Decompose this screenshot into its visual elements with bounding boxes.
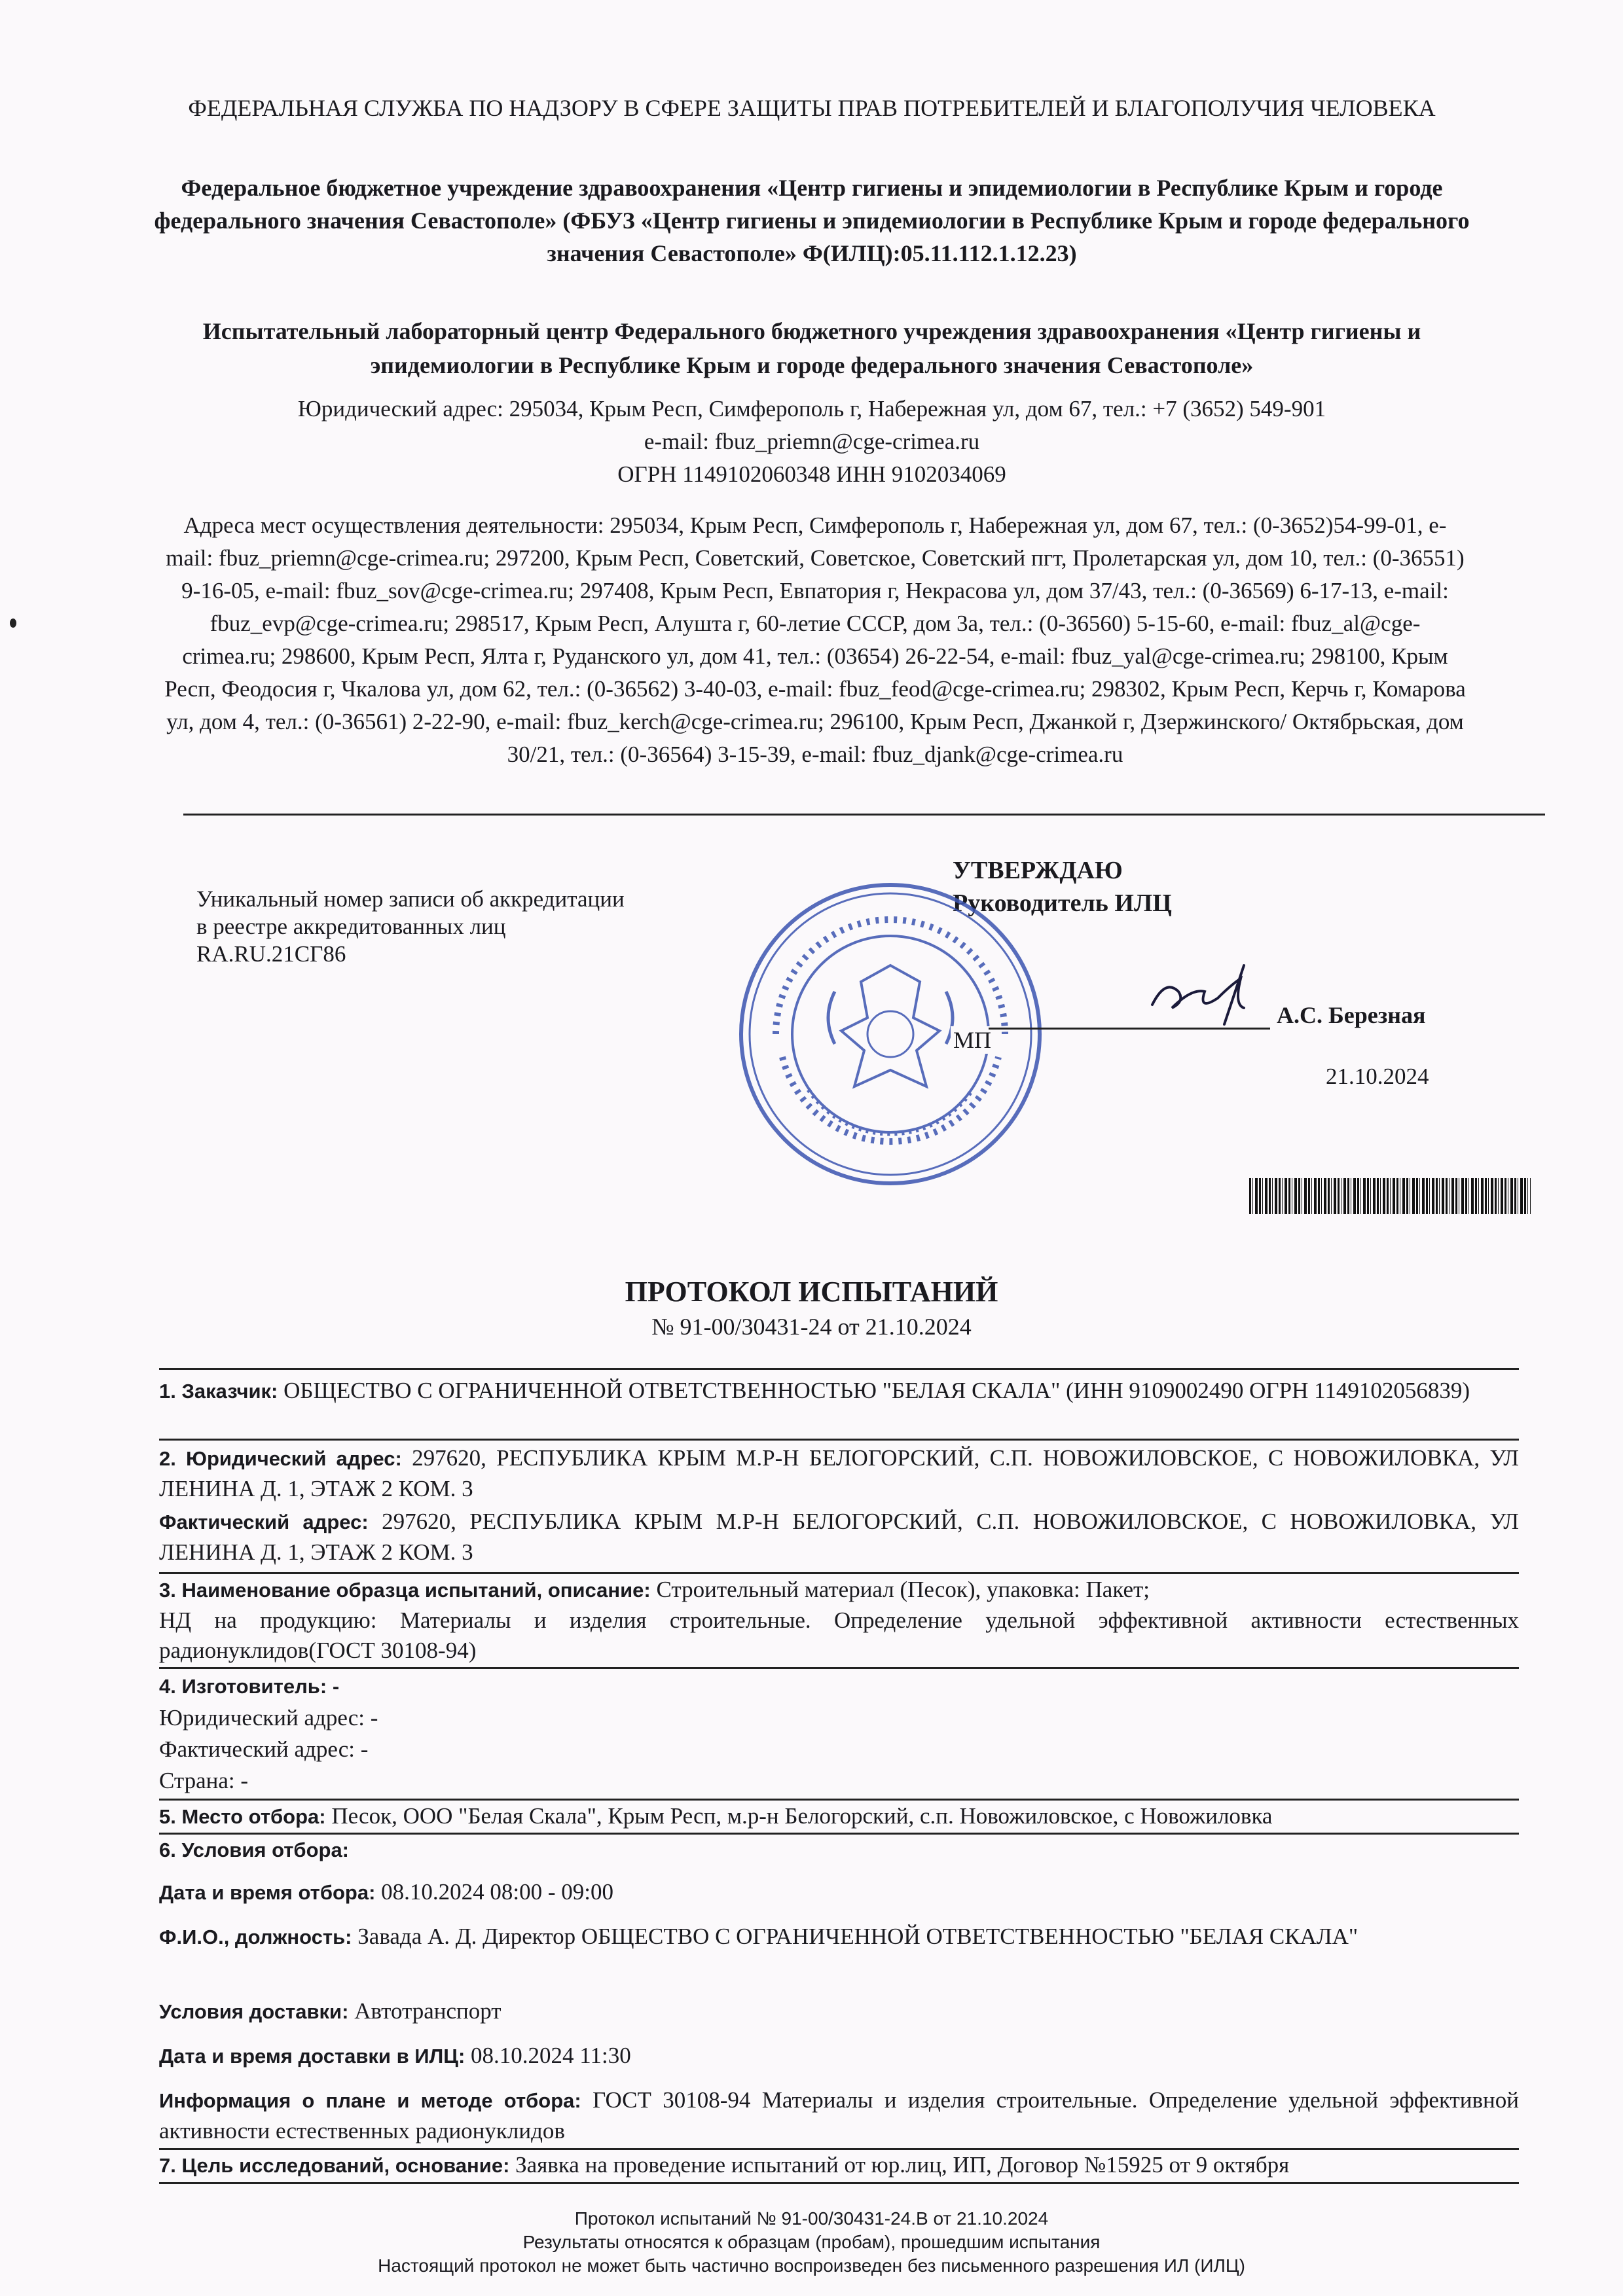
contact-email: e-mail: fbuz_priemn@cge-crimea.ru (644, 429, 980, 454)
delivery-conditions-label: Условия доставки: (159, 2000, 349, 2023)
section-divider (159, 2182, 1519, 2184)
margin-dot (10, 619, 16, 628)
section-actual-address (159, 1507, 1519, 1568)
legal-address: Юридический адрес: 295034, Крым Респ, Симферополь г, Набережная ул, дом 67, тел.: +7 (3652) 549-901 (297, 396, 1326, 422)
sampling-place-label: 5. Место отбора: (159, 1805, 326, 1828)
section-manufacturer (159, 1670, 1519, 1797)
sample-nd: НД на продукцию: Материалы и изделия строительные. Определение удельной эффективной активности естественных радионуклидов(ГОСТ 30108-94) (159, 1607, 1519, 1663)
sample-label: 3. Наименование образца испытаний, описание: (159, 1579, 651, 1602)
section-customer (159, 1376, 1519, 1407)
footer-results-note: Результаты относятся к образцам (пробам), прошедшим испытания (522, 2232, 1101, 2252)
section-sample (159, 1575, 1519, 1666)
lab-center-header: Испытательный лабораторный центр Федерального бюджетного учреждения здравоохранения «Центр гигиены и эпидемиологии в Республике Крым и городе федерального значения Севастополе» (202, 318, 1421, 378)
section-divider (159, 1667, 1519, 1669)
legal-address-block (183, 393, 1440, 491)
protocol-number: № 91-00/30431-24 от 21.10.2024 (651, 1314, 972, 1340)
customer-value: ОБЩЕСТВО С ОГРАНИЧЕННОЙ ОТВЕТСТВЕННОСТЬЮ "БЕЛАЯ СКАЛА" (ИНН 9109002490 ОГРН 1149102056839) (283, 1378, 1470, 1403)
legal-address-value: 297620, РЕСПУБЛИКА КРЫМ М.Р-Н БЕЛОГОРСКИЙ, С.П. НОВОЖИЛОВСКОЕ, С НОВОЖИЛОВКА, УЛ ЛЕНИНА Д. 1, ЭТАЖ 2 КОМ. 3 (159, 1445, 1519, 1501)
manufacturer-value: - (332, 1675, 340, 1698)
signer-name: А.С. Березная (1277, 1002, 1426, 1028)
official-stamp-icon (737, 880, 1044, 1188)
sample-value: Строительный материал (Песок), упаковка: Пакет; (656, 1577, 1150, 1602)
protocol-title: ПРОТОКОЛ ИСПЫТАНИЙ (625, 1276, 998, 1308)
actual-address-value: 297620, РЕСПУБЛИКА КРЫМ М.Р-Н БЕЛОГОРСКИЙ, С.П. НОВОЖИЛОВСКОЕ, С НОВОЖИЛОВКА, УЛ ЛЕНИНА Д. 1, ЭТАЖ 2 КОМ. 3 (159, 1509, 1519, 1565)
barcode-icon (1249, 1178, 1531, 1214)
accreditation-line2: в реестре аккредитованных лиц (196, 914, 506, 939)
delivery-conditions-value: Автотранспорт (354, 1998, 501, 2024)
delivery-datetime-label: Дата и время доставки в ИЛЦ: (159, 2045, 465, 2068)
sampling-place-value: Песок, ООО "Белая Скала", Крым Респ, м.р-н Белогорский, с.п. Новожиловское, с Новожиловка (331, 1803, 1273, 1829)
purpose-value: Заявка на проведение испытаний от юр.лиц, ИП, Договор №15925 от 9 октября (515, 2152, 1290, 2178)
approval-role: Руководитель ИЛЦ (953, 889, 1172, 917)
manufacturer-actual: Фактический адрес: - (159, 1736, 369, 1762)
signature-icon (1139, 952, 1296, 1031)
stamp-mark: МП (951, 1026, 994, 1054)
delivery-datetime-row (159, 2041, 1519, 2072)
legal-address-label: 2. Юридический адрес: (159, 1447, 402, 1470)
accreditation-line1: Уникальный номер записи об аккредитации (196, 886, 625, 912)
sampling-datetime-label: Дата и время отбора: (159, 1881, 376, 1904)
manufacturer-legal: Юридический адрес: - (159, 1705, 378, 1731)
sampler-label: Ф.И.О., должность: (159, 1926, 352, 1948)
approval-date: 21.10.2024 (1326, 1064, 1429, 1089)
sampling-datetime-row (159, 1877, 1519, 1908)
approval-title: УТВЕРЖДАЮ (953, 857, 1123, 884)
signature-line (989, 1028, 1270, 1030)
footer-reproduction-note: Настоящий протокол не может быть частично воспроизведен без письменного разрешения ИЛ (ИЛЦ) (378, 2255, 1245, 2276)
sampling-plan-label: Информация о плане и методе отбора: (159, 2089, 581, 2112)
sampling-datetime-value: 08.10.2024 08:00 - 09:00 (381, 1879, 614, 1905)
accreditation-block (196, 886, 786, 968)
sampling-conditions-label: 6. Условия отбора: (159, 1839, 350, 1861)
agency-header: ФЕДЕРАЛЬНАЯ СЛУЖБА ПО НАДЗОРУ В СФЕРЕ ЗАЩИТЫ ПРАВ ПОТРЕБИТЕЛЕЙ И БЛАГОПОЛУЧИЯ ЧЕЛОВЕКА (188, 95, 1436, 121)
manufacturer-label: 4. Изготовитель: (159, 1675, 327, 1698)
section-legal-address (159, 1443, 1519, 1504)
section-sampling-conditions (159, 1835, 1519, 1865)
section-purpose (159, 2150, 1519, 2181)
sampler-value: Завада А. Д. Директор ОБЩЕСТВО С ОГРАНИЧЕННОЙ ОТВЕТСТВЕННОСТЬЮ "БЕЛАЯ СКАЛА" (357, 1924, 1359, 1949)
purpose-label: 7. Цель исследований, основание: (159, 2154, 510, 2177)
actual-address-label: Фактический адрес: (159, 1511, 369, 1534)
header-divider (183, 814, 1545, 816)
sampling-plan-row (159, 2085, 1519, 2146)
sampler-row (159, 1921, 1519, 1953)
customer-label: 1. Заказчик: (159, 1380, 278, 1403)
delivery-datetime-value: 08.10.2024 11:30 (471, 2043, 631, 2068)
ogrn-inn: ОГРН 1149102060348 ИНН 9102034069 (617, 461, 1006, 487)
section-sampling-place (159, 1801, 1519, 1832)
section-divider (159, 1799, 1519, 1801)
manufacturer-country: Страна: - (159, 1768, 249, 1793)
section-divider (159, 1572, 1519, 1574)
section-divider (159, 1368, 1519, 1370)
section-divider (159, 1439, 1519, 1441)
delivery-conditions-row (159, 1996, 1519, 2027)
activity-addresses: Адреса мест осуществления деятельности: 295034, Крым Респ, Симферополь г, Набережная ул, дом 67, тел.: (0-3652)54-99-01, e-mail: fbuz_priemn@cge-crimea.ru; 297200, Крым Респ, Советский, Советское, Советский пгт, Пролетарская ул, дом 10, тел.: (0-36551) 9-16-05, e-mail: fbuz_sov@cge-crimea.ru; 297408, Крым Респ, Евпатория г, Некрасова ул, дом 37/43, тел.: (0-36569) 6-17-13, e-mail: fbuz_evp@cge-crimea.ru; 298517, Крым Респ, Алушта г, 60-летие СССР, дом 3а, тел.: (0-36560) 5-15-60, e-mail: fbuz_al@cge-crimea.ru; 298600, Крым Респ, Ялта г, Руданского ул, дом 41, тел.: (03654) 26-22-54, e-mail: fbuz_yal@cge-crimea.ru; 298100, Крым Респ, Феодосия г, Чкалова ул, дом 62, тел.: (0-36562) 3-40-03, e-mail: fbuz_feod@cge-crimea.ru; 298302, Крым Респ, Керчь г, Комарова ул, дом 4, тел.: (0-36561) 2-22-90, e-mail: fbuz_kerch@cge-crimea.ru; 296100, Крым Респ, Джанкой г, Дзержинского/ Октябрьская, дом 30/21, тел.: (0-36564) 3-15-39, e-mail: fbuz_djank@cge-crimea.ru (164, 512, 1466, 767)
sampling-plan-value: ГОСТ 30108-94 Материалы и изделия строительные. Определение удельной эффективной активности естественных радионуклидов (159, 2087, 1520, 2144)
accreditation-number: RA.RU.21СГ86 (196, 941, 346, 967)
institution-header: Федеральное бюджетное учреждение здравоохранения «Центр гигиены и эпидемиологии в Республике Крым и городе федерального значения Севастополе» (ФБУЗ «Центр гигиены и эпидемиологии в Республике Крым и городе федерального значения Севастополе» Ф(ИЛЦ):05.11.112.1.12.23) (154, 175, 1470, 266)
footer-protocol-number: Протокол испытаний № 91-00/30431-24.В от 21.10.2024 (574, 2208, 1049, 2229)
